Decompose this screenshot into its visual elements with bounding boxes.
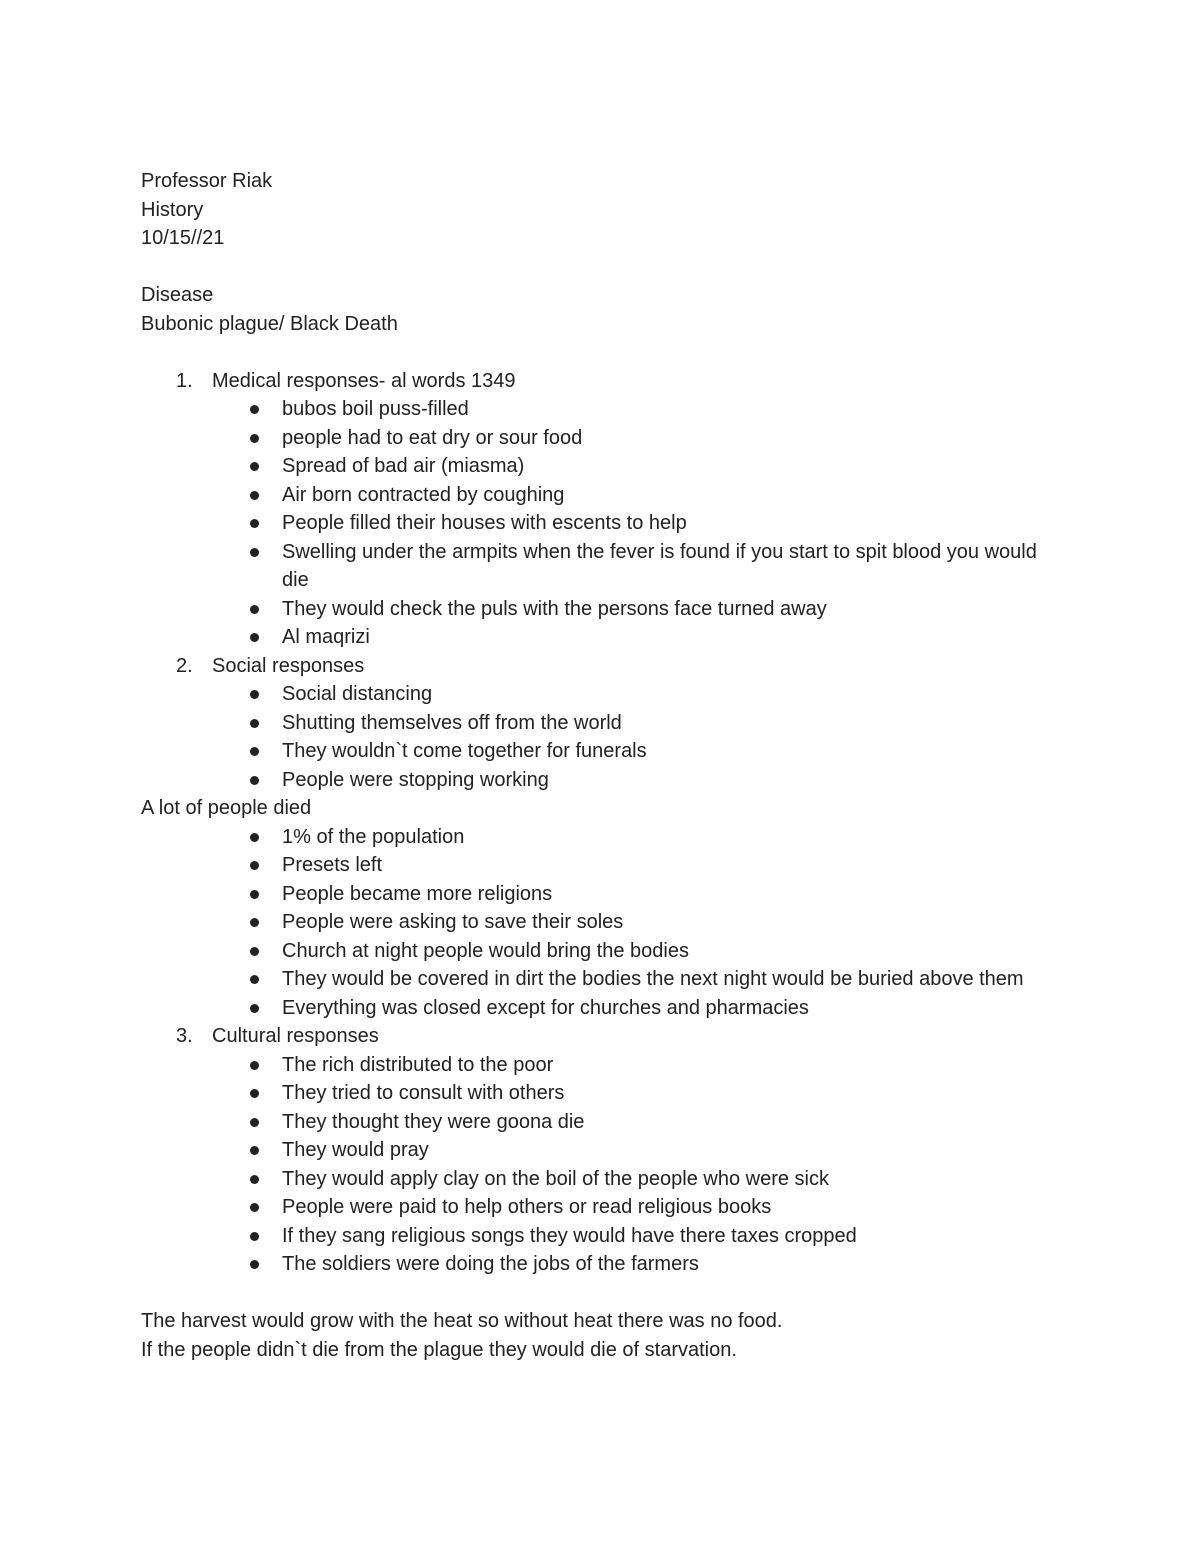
bullet-icon [250,519,259,528]
bullet-text: They would apply clay on the boil of the people who were sick [282,1167,829,1190]
bullet-text: The rich distributed to the poor [282,1053,554,1076]
list-item [141,1193,1081,1222]
closing-line-2: If the people didn`t die from the plague they would die of starvation. [141,1338,737,1361]
bullet-text: Church at night people would bring the bodies [282,939,689,962]
professor-name: Professor Riak [141,170,273,192]
list-item [141,1051,1081,1080]
bullet-text: People were stopping working [282,768,549,791]
bullet-text: Spread of bad air (miasma) [282,455,525,477]
section-heading: Medical responses- al words 1349 [212,369,516,392]
bullet-icon [250,1203,259,1212]
bullet-text: They would check the puls with the persons face turned away [282,597,827,620]
bullet-text: They thought they were goona die [282,1110,585,1133]
bullet-icon [250,861,259,870]
list-number: 1. [176,369,193,392]
bullet-text: Social distancing [282,683,433,705]
bullet-text: If they sang religious songs they would have there taxes cropped [282,1224,857,1247]
section-medical-heading [141,367,1081,396]
bullet-icon [250,833,259,842]
bullet-text: Shutting themselves off from the world [282,711,622,734]
bullet-text: They wouldn`t come together for funerals [282,740,647,762]
medical-bullet-list [141,395,1081,652]
bullet-text: The soldiers were doing the jobs of the farmers [282,1253,699,1275]
bullet-icon [250,1061,259,1070]
died-bullet-list [141,823,1081,1023]
bullet-text: People filled their houses with escents to help [282,512,687,534]
section-heading: Social responses [212,654,365,677]
topic-title: Disease [141,284,214,306]
social-bullet-list [141,680,1081,794]
list-item [141,595,1081,624]
bullet-icon [250,1175,259,1184]
list-item [141,766,1081,795]
closing-line-1: The harvest would grow with the heat so without heat there was no food. [141,1310,783,1332]
bullet-text: They would pray [282,1139,429,1161]
list-item [141,908,1081,937]
bullet-icon [250,1146,259,1155]
list-item [141,823,1081,852]
bullet-icon [250,548,259,557]
blank-line [141,253,1081,282]
bullet-icon [250,1118,259,1127]
list-item [141,424,1081,453]
bullet-icon [250,1089,259,1098]
bullet-icon [250,776,259,785]
list-number: 2. [176,654,193,677]
list-item [141,994,1081,1023]
bullet-icon [250,1232,259,1241]
bullet-icon [250,633,259,642]
bullet-text: They would be covered in dirt the bodies the next night would be buried above them [282,968,1024,990]
list-item [141,737,1081,766]
bullet-icon [250,947,259,956]
list-item [141,538,1081,595]
bullet-text: People were paid to help others or read religious books [282,1196,772,1218]
list-item [141,623,1081,652]
list-item [141,395,1081,424]
document-page [141,167,1081,1364]
bullet-icon [250,462,259,471]
bullet-icon [250,690,259,699]
list-item [141,452,1081,481]
list-number: 3. [176,1025,193,1047]
section-social-heading [141,652,1081,681]
subject: History [141,198,204,221]
section-heading: Cultural responses [212,1025,379,1047]
bullet-icon [250,1004,259,1013]
bullet-text: People became more religions [282,882,553,905]
bullet-icon [250,747,259,756]
list-item [141,1165,1081,1194]
list-item [141,680,1081,709]
list-item [141,1222,1081,1251]
list-item [141,1108,1081,1137]
bullet-text: They tried to consult with others [282,1082,565,1104]
bullet-icon [250,605,259,614]
bullet-text: Al maqrizi [282,626,370,648]
bullet-text: Air born contracted by coughing [282,483,565,506]
bullet-icon [250,890,259,899]
bullet-text: 1% of the population [282,825,465,848]
bullet-text: people had to eat dry or sour food [282,426,583,449]
bullet-text: Everything was closed except for churches and pharmacies [282,996,809,1019]
section-cultural-heading [141,1022,1081,1051]
bullet-icon [250,405,259,414]
cultural-bullet-list [141,1051,1081,1279]
bullet-icon [250,434,259,443]
list-item [141,1079,1081,1108]
list-item [141,509,1081,538]
list-item [141,880,1081,909]
list-item [141,1250,1081,1279]
list-item [141,709,1081,738]
bullet-text: People were asking to save their soles [282,911,624,933]
topic-subtitle: Bubonic plague/ Black Death [141,312,398,335]
bullet-text: bubos boil puss-filled [282,398,469,420]
blank-line [141,1279,1081,1308]
date: 10/15//21 [141,227,225,249]
bullet-text: Swelling under the armpits when the fever is found if you start to spit blood you would die [282,540,1037,591]
bullet-icon [250,918,259,927]
blank-line [141,338,1081,367]
bullet-icon [250,1260,259,1269]
bullet-icon [250,975,259,984]
list-item [141,481,1081,510]
bullet-icon [250,491,259,500]
died-heading: A lot of people died [141,797,312,819]
bullet-icon [250,719,259,728]
list-item [141,1136,1081,1165]
list-item [141,851,1081,880]
list-item [141,937,1081,966]
list-item [141,965,1081,994]
bullet-text: Presets left [282,854,383,876]
